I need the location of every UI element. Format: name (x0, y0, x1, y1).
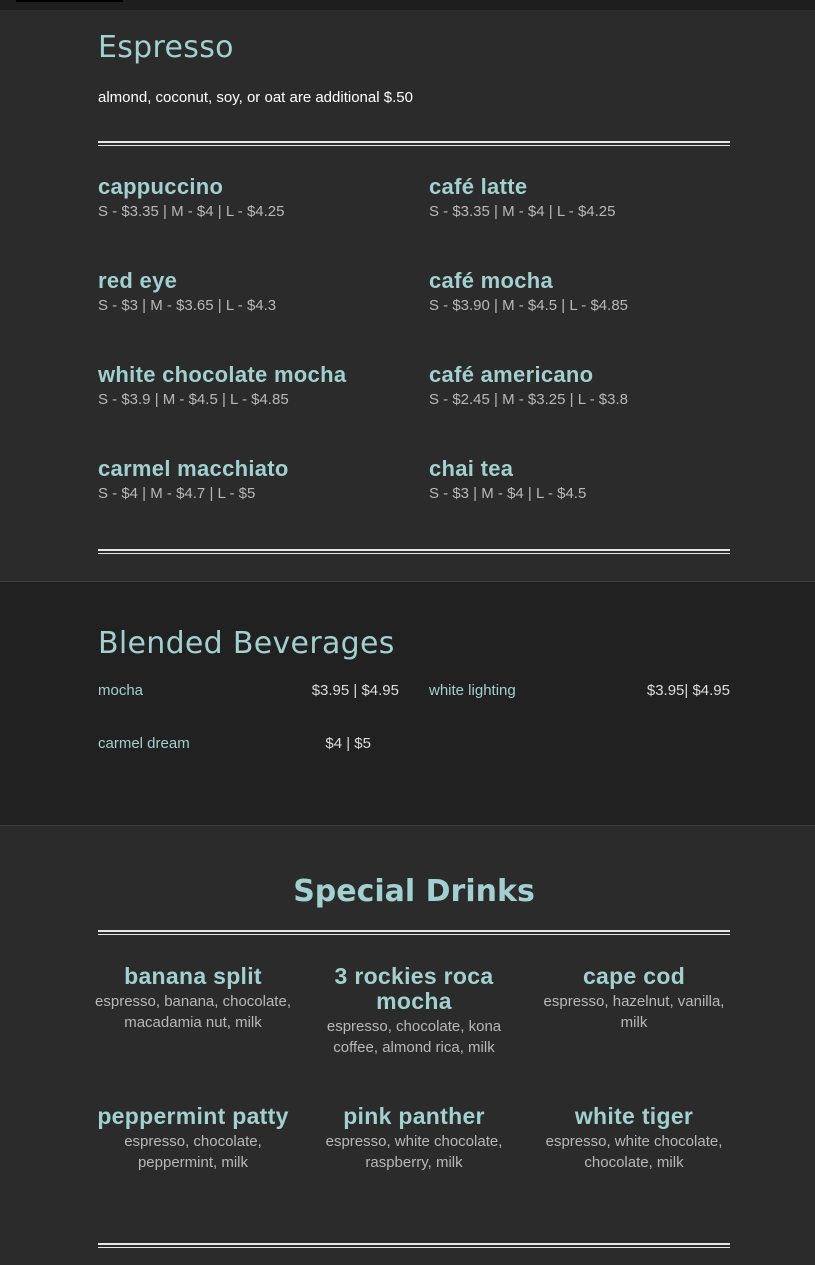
espresso-section (0, 10, 815, 581)
blended-item-name: mocha (98, 682, 144, 699)
special-drink (534, 1104, 734, 1173)
menu-item (429, 174, 616, 220)
item-price: S - $3.35 | M - $4 | L - $4.25 (429, 203, 616, 220)
blended-section (0, 581, 815, 826)
divider-bottom (98, 549, 730, 554)
special-drink (314, 964, 514, 1058)
drink-desc: espresso, chocolate, peppermint, milk (124, 1133, 262, 1171)
drink-name: white tiger (574, 1103, 694, 1129)
special-drink (93, 1104, 293, 1173)
blended-item-price: $3.95 | $4.95 (311, 682, 399, 699)
item-name: café mocha (429, 268, 554, 293)
blended-item-name: white lighting (429, 682, 516, 699)
drink-name: peppermint patty (97, 1103, 289, 1129)
item-name: chai tea (429, 456, 514, 481)
item-name: red eye (98, 268, 178, 293)
menu-item (98, 456, 289, 502)
menu-item (429, 456, 586, 502)
menu-item (429, 268, 628, 314)
item-price: S - $3.35 | M - $4 | L - $4.25 (98, 203, 285, 220)
drink-desc: espresso, white chocolate, chocolate, milk (545, 1133, 723, 1171)
special-heading: Special Drinks (293, 874, 535, 909)
item-price: S - $3 | M - $4 | L - $4.5 (429, 485, 587, 502)
top-bar-tab[interactable] (16, 0, 123, 2)
special-drink (534, 964, 734, 1033)
drink-desc: espresso, hazelnut, vanilla, milk (543, 993, 725, 1031)
drink-desc: espresso, chocolate, kona coffee, almond rica, milk (326, 1018, 502, 1056)
item-name: café latte (429, 174, 528, 199)
item-name: white chocolate mocha (98, 362, 347, 387)
blended-item-name: carmel dream (98, 735, 190, 752)
top-bar (0, 0, 815, 10)
divider-top (98, 930, 730, 935)
drink-name: cape cod (582, 963, 686, 989)
menu-item (98, 174, 285, 220)
special-drink (93, 964, 293, 1033)
divider-top (98, 141, 730, 146)
drink-name: pink panther (343, 1103, 485, 1129)
item-price: S - $3 | M - $3.65 | L - $4.3 (98, 297, 277, 314)
menu-item (98, 362, 346, 408)
blended-heading: Blended Beverages (98, 626, 395, 661)
blended-item-price: $3.95| $4.95 (646, 682, 730, 699)
menu-item (429, 362, 628, 408)
item-price: S - $3.90 | M - $4.5 | L - $4.85 (429, 297, 629, 314)
item-name: carmel macchiato (98, 456, 289, 481)
milk-alternative-note: almond, coconut, soy, or oat are additional $.50 (98, 89, 413, 106)
item-price: S - $3.9 | M - $4.5 | L - $4.85 (98, 391, 289, 408)
item-price: S - $2.45 | M - $3.25 | L - $3.8 (429, 391, 629, 408)
item-price: S - $4 | M - $4.7 | L - $5 (98, 485, 256, 502)
special-drink (314, 1104, 514, 1173)
divider-bottom (98, 1243, 730, 1248)
menu-item (98, 268, 276, 314)
espresso-heading: Espresso (98, 30, 234, 65)
drink-name: banana split (124, 963, 262, 989)
blended-item-price: $4 | $5 (325, 735, 371, 752)
drink-name: 3 rockies roca mocha (334, 963, 494, 1014)
item-name: café americano (429, 362, 594, 387)
drink-desc: espresso, white chocolate, raspberry, milk (325, 1133, 503, 1171)
item-name: cappuccino (98, 174, 224, 199)
drink-desc: espresso, banana, chocolate, macadamia nut, milk (95, 993, 291, 1031)
special-section (0, 826, 815, 1265)
